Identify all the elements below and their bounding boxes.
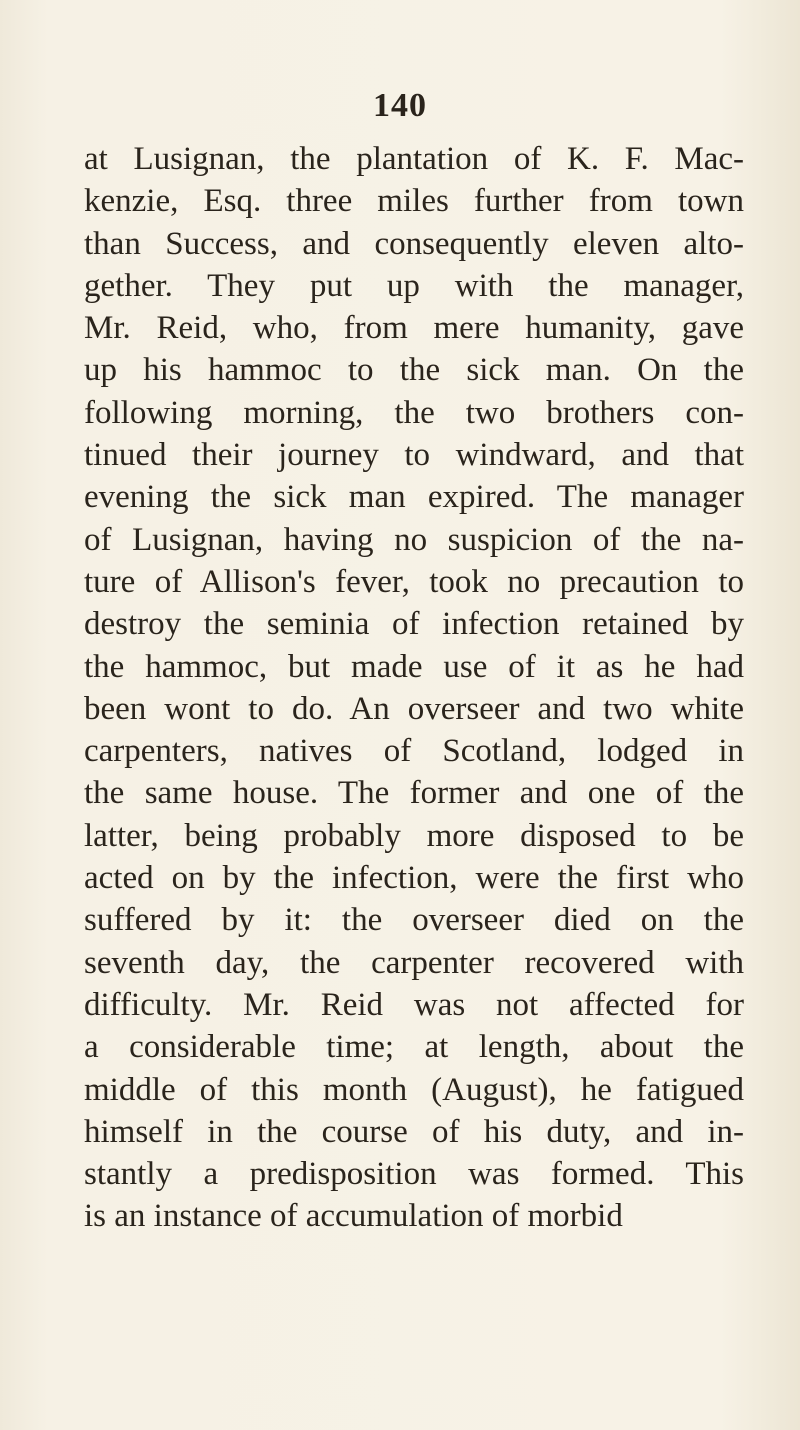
text-line: following morning, the two brothers con- xyxy=(84,394,744,431)
text-line: up his hammoc to the sick man. On the xyxy=(84,352,744,389)
text-line: stantly a predisposition was formed. This xyxy=(84,1156,744,1193)
text-line: suffered by it: the overseer died on the xyxy=(84,902,744,939)
body-text xyxy=(84,138,744,1238)
text-line: a considerable time; at length, about the xyxy=(84,1029,744,1066)
text-line: difficulty. Mr. Reid was not affected for xyxy=(84,986,744,1023)
text-line: Mr. Reid, who, from mere humanity, gave xyxy=(84,310,744,347)
text-line: the same house. The former and one of the xyxy=(84,775,744,812)
text-line: ture of Allison's fever, took no precaution to xyxy=(84,563,744,600)
text-line: carpenters, natives of Scotland, lodged in xyxy=(84,733,744,770)
page-number: 140 xyxy=(373,87,427,124)
text-line: evening the sick man expired. The manager xyxy=(84,479,744,516)
text-line: than Success, and consequently eleven alto- xyxy=(84,225,744,262)
text-line: himself in the course of his duty, and in- xyxy=(84,1113,744,1150)
text-line: latter, being probably more disposed to be xyxy=(84,817,744,854)
text-line: tinued their journey to windward, and that xyxy=(84,437,744,474)
text-line: destroy the seminia of infection retained by xyxy=(84,606,744,643)
text-line: gether. They put up with the manager, xyxy=(84,267,744,304)
text-line: is an instance of accumulation of morbid xyxy=(84,1198,623,1235)
text-line: the hammoc, but made use of it as he had xyxy=(84,648,744,685)
text-line: kenzie, Esq. three miles further from town xyxy=(84,183,744,220)
text-line: middle of this month (August), he fatigued xyxy=(84,1071,744,1108)
text-line: acted on by the infection, were the first who xyxy=(84,860,744,897)
text-line: been wont to do. An overseer and two white xyxy=(84,690,744,727)
text-line: at Lusignan, the plantation of K. F. Mac- xyxy=(84,141,744,177)
text-line: of Lusignan, having no suspicion of the na- xyxy=(84,521,744,558)
text-line: seventh day, the carpenter recovered with xyxy=(84,944,744,981)
